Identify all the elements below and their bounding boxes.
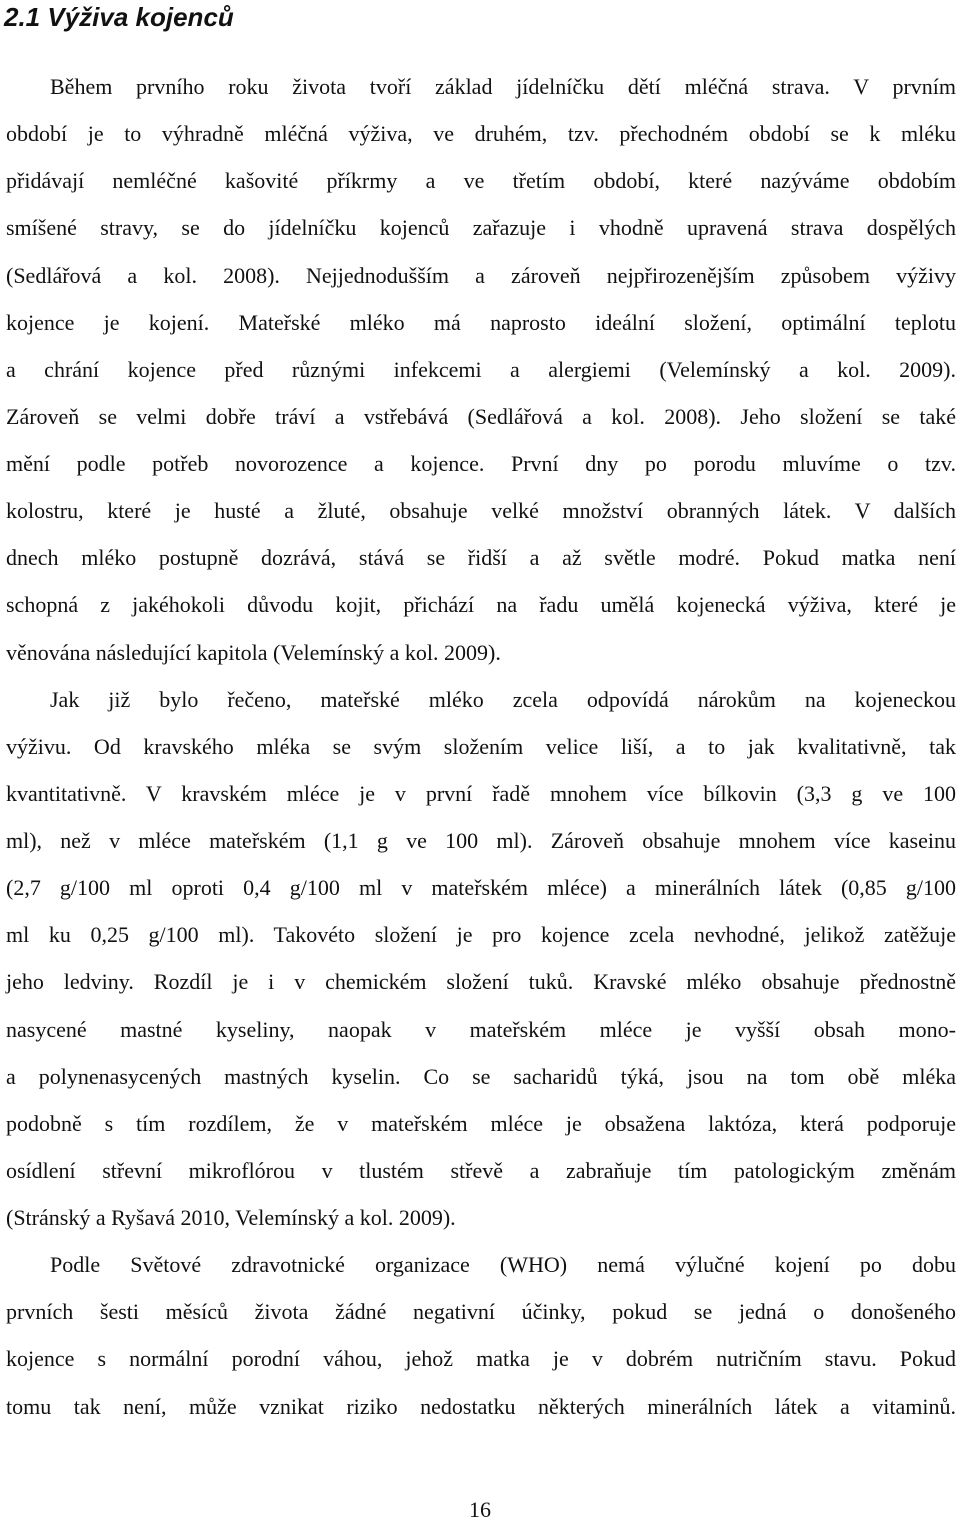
paragraph-2-line-3: kvantitativně. V kravském mléce je v první řadě mnohem více bílkovin (3,3 g ve 100	[6, 780, 956, 806]
paragraph-1-line-1: Během prvního roku života tvoří základ jídelníčku dětí mléčná strava. V prvním	[50, 74, 956, 99]
body-text	[6, 63, 956, 1430]
paragraph-3-line-2: prvních šesti měsíců života žádné negativní účinky, pokud se jedná o donošeného	[6, 1299, 956, 1325]
paragraph-1-line-4: smíšené stravy, se do jídelníčku kojenců zařazuje i vhodně upravená strava dospělých	[6, 215, 956, 241]
paragraph-1-line-6: kojence je kojení. Mateřské mléko má naprosto ideální složení, optimální teplotu	[6, 309, 956, 335]
paragraph-3-line-1: Podle Světové zdravotnické organizace (WHO) nemá výlučné kojení po dobu	[50, 1252, 956, 1278]
paragraph-2-line-11: osídlení střevní mikroflórou v tlustém střevě a zabraňuje tím patologickým změnám	[6, 1157, 956, 1183]
paragraph-2-line-10: podobně s tím rozdílem, že v mateřském mléce je obsažena laktóza, která podporuje	[6, 1110, 956, 1136]
paragraph-1-line-8: Zároveň se velmi dobře tráví a vstřebává (Sedlářová a kol. 2008). Jeho složení se také	[6, 403, 956, 429]
paragraph-1-line-10: kolostru, které je husté a žluté, obsahuje velké množství obranných látek. V dalších	[6, 498, 956, 524]
paragraph-3-line-4: tomu tak není, může vznikat riziko nedostatku některých minerálních látek a vitaminů.	[6, 1393, 956, 1419]
paragraph-2-line-9: a polynenasycených mastných kyselin. Co se sacharidů týká, jsou na tom obě mléka	[6, 1063, 956, 1089]
paragraph-2-line-8: nasycené mastné kyseliny, naopak v mateřském mléce je vyšší obsah mono-	[6, 1016, 956, 1042]
paragraph-2-line-12: (Stránský a Ryšavá 2010, Velemínský a kol. 2009).	[6, 1205, 456, 1230]
paragraph-2-line-5: (2,7 g/100 ml oproti 0,4 g/100 ml v mateřském mléce) a minerálních látek (0,85 g/100	[6, 875, 956, 901]
paragraph-2-line-7: jeho ledviny. Rozdíl je i v chemickém složení tuků. Kravské mléko obsahuje přednostně	[6, 969, 956, 995]
paragraph-2-line-6: ml ku 0,25 g/100 ml). Takovéto složení je pro kojence zcela nevhodné, jelikož zatěžuje	[6, 922, 956, 948]
paragraph-2-line-1: Jak již bylo řečeno, mateřské mléko zcela odpovídá nárokům na kojeneckou	[50, 686, 956, 712]
paragraph-1-line-9: mění podle potřeb novorozence a kojence. První dny po porodu mluvíme o tzv.	[6, 451, 956, 476]
paragraph-1-line-13: věnována následující kapitola (Velemínský a kol. 2009).	[6, 639, 501, 665]
paragraph-1-line-7: a chrání kojence před různými infekcemi a alergiemi (Velemínský a kol. 2009).	[6, 356, 956, 382]
page-number: 16	[469, 1497, 491, 1522]
paragraph-3-line-3: kojence s normální porodní váhou, jehož matka je v dobrém nutričním stavu. Pokud	[6, 1346, 956, 1372]
paragraph-1-line-5: (Sedlářová a kol. 2008). Nejjednodušším a zároveň nejpřirozenějším způsobem výživy	[6, 262, 956, 288]
paragraph-2-line-4: ml), než v mléce mateřském (1,1 g ve 100 ml). Zároveň obsahuje mnohem více kaseinu	[6, 828, 956, 853]
section-heading: 2.1 Výživa kojenců	[4, 2, 234, 32]
paragraph-1-line-11: dnech mléko postupně dozrává, stává se řidší a až světle modré. Pokud matka není	[6, 545, 956, 571]
paragraph-1-line-3: přidávají nemléčné kašovité příkrmy a ve třetím období, které nazýváme obdobím	[6, 168, 956, 194]
paragraph-2-line-2: výživu. Od kravského mléka se svým složením velice liší, a to jak kvalitativně, tak	[6, 733, 956, 759]
paragraph-1-line-2: období je to výhradně mléčná výživa, ve druhém, tzv. přechodném období se k mléku	[6, 121, 956, 147]
paragraph-1-line-12: schopná z jakéhokoli důvodu kojit, přichází na řadu umělá kojenecká výživa, které je	[6, 592, 956, 618]
